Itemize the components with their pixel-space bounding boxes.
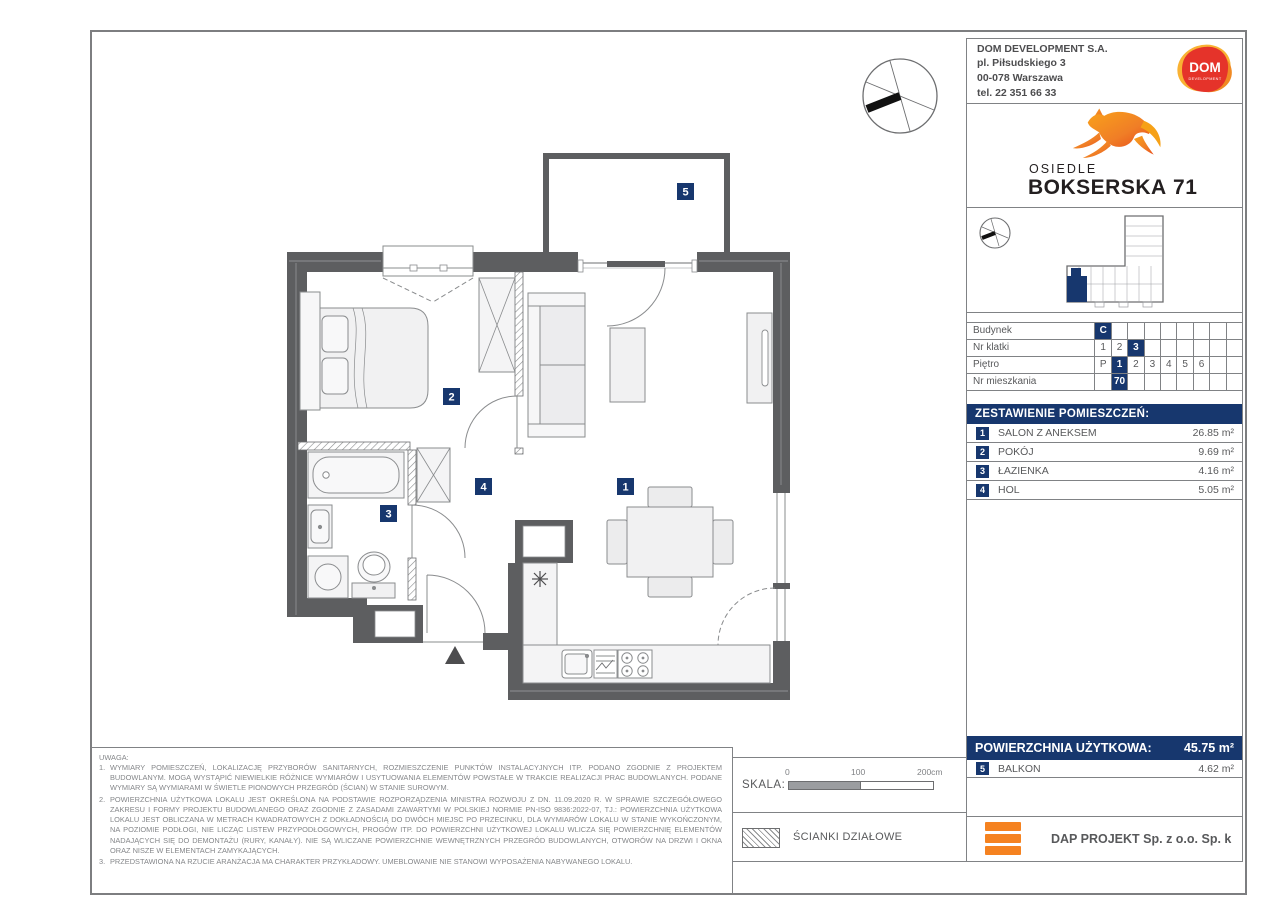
location-cell: 6 (1193, 357, 1209, 373)
total-area-bar (967, 736, 1242, 760)
badge-3: 3 (385, 508, 392, 521)
developer-box (967, 39, 1242, 104)
room-row (967, 481, 1242, 500)
shaft-window (375, 611, 415, 637)
sofa (528, 293, 585, 437)
location-row-label: Nr klatki (973, 342, 1010, 353)
location-cell (1209, 340, 1225, 356)
scale-tick-200: 200cm (917, 767, 943, 777)
developer-address (967, 42, 1174, 101)
total-area-label: POWIERZCHNIA UŻYTKOWA: (975, 741, 1152, 755)
room-area: 9.69 m² (1198, 446, 1234, 458)
salon-window-door (718, 487, 790, 647)
room-name: SALON Z ANEKSEM (998, 427, 1097, 439)
svg-text:DEVELOPMENT: DEVELOPMENT (1188, 76, 1222, 81)
scale-bar-filled (789, 782, 861, 789)
estate-name (967, 162, 1242, 200)
scale-bar-empty (861, 782, 933, 789)
floorplan-drawing (90, 30, 966, 747)
location-cell (1144, 323, 1160, 339)
bedroom-window (383, 246, 473, 302)
location-table-rows (967, 323, 1242, 391)
location-cell (1193, 323, 1209, 339)
location-cell: C (1094, 323, 1110, 339)
location-cell (1111, 323, 1127, 339)
location-cell: 2 (1127, 357, 1143, 373)
location-cell: 1 (1111, 357, 1127, 373)
room-number-badge: 4 (976, 484, 989, 497)
room-row (967, 424, 1242, 443)
location-cell (1176, 374, 1192, 390)
location-cell: 70 (1111, 374, 1127, 390)
note-item: 3. PRZEDSTAWIONA NA RZUCIE ARANŻACJA MA CHARAKTER PRZYKŁADOWY. UMEBLOWANIE NIE STANOWI WYPOSAŻENIA NABYWANEGO LOKALU. (99, 856, 633, 866)
developer-name: DOM DEVELOPMENT S.A. (977, 42, 1108, 55)
location-row-label: Nr mieszkania (973, 376, 1037, 387)
building-outline (1067, 216, 1163, 307)
location-cell (1160, 340, 1176, 356)
partition-legend-label: ŚCIANKI DZIAŁOWE (793, 831, 903, 843)
location-cell: 3 (1127, 340, 1143, 356)
badge-5: 5 (682, 186, 689, 199)
partition-hatch-swatch (742, 828, 780, 848)
location-row-1 (967, 340, 1242, 357)
location-cell (1144, 374, 1160, 390)
estate-label: OSIEDLE (1029, 162, 1098, 176)
location-cell: 5 (1176, 357, 1192, 373)
total-area-value: 45.75 m² (1183, 741, 1234, 755)
info-panel (966, 38, 1243, 862)
location-cell (1193, 374, 1209, 390)
location-cell (1226, 374, 1242, 390)
room-number-badge: 3 (976, 465, 989, 478)
legend-box (733, 812, 966, 862)
developer-street: pl. Piłsudskiego 3 (977, 57, 1066, 70)
location-row-label: Piętro (973, 359, 1000, 370)
estate-title (1028, 176, 1242, 200)
balcony-walls (543, 153, 730, 252)
washing-machine (308, 556, 348, 598)
location-cell (1127, 323, 1143, 339)
location-row-label: Budynek (973, 325, 1012, 336)
coffee-table (610, 328, 645, 402)
notes-box (91, 747, 733, 894)
balcony-row (967, 760, 1242, 778)
badge-4: 4 (480, 481, 487, 494)
location-cell (1094, 374, 1110, 390)
room-area: 4.16 m² (1198, 465, 1234, 477)
location-cell (1127, 374, 1143, 390)
balcony-area: 4.62 m² (1198, 762, 1234, 775)
location-row-3 (967, 374, 1242, 391)
room-row (967, 443, 1242, 462)
compass-icon (863, 59, 937, 133)
location-cell (1226, 357, 1242, 373)
room-number-badge: 2 (976, 446, 989, 459)
rooms-header: ZESTAWIENIE POMIESZCZEŃ: (967, 404, 1242, 424)
room-rows (967, 424, 1242, 500)
stove (618, 650, 652, 678)
wardrobes (417, 278, 515, 502)
location-cell: P (1094, 357, 1110, 373)
bed (300, 292, 428, 410)
note-item: 2. POWIERZCHNIA UŻYTKOWA LOKALU JEST OKREŚLONA NA PODSTAWIE ROZPORZĄDZENIA MINISTRA ROZWOJU Z DN. 11.09.2020 R. W SPRAWIE SZCZEGÓŁOWEGO ZAKRESU I FORMY PROJEKTU BUDOWLANEGO ORAZ ZGODNIE Z ZASADAMI ZAWARTYMI W POLSKIEJ NORMIE PN-ISO 9836:2022-07, TJ.: POWIERZCHNIA UŻYTKOWA LOKALU JEST OBLICZANA W METRACH KWADRATOWYCH Z DOKŁADNOŚCIĄ DO DWÓCH MIEJSC PO PRZECINKU, DLA WYMIARÓW LOKALU W STANIE WYKOŃCZONYM, NA POZIOMIE PODŁOGI, NIE LICZĄC LISTEW PRZYPODŁOGOWYCH, PROGÓW ITP. DO POWIERZCHNI UŻYTKOWEJ LOKALU WLICZA SIĘ POWIERZCHNIĘ ELEMENTÓW NADAJĄCYCH SIĘ DO DEMONTAŻU (RURY, KANAŁY). NIE SĄ WLICZANE POWIERZCHNIE WEWNĘTRZNYCH PRZEGRÓD BUDOWLANYCH, OTWORÓW NA DRZWI I OKNA ORAZ NISZE W ELEMENTACH ZAMYKAJĄCYCH. (99, 794, 722, 855)
location-cell: 4 (1160, 357, 1176, 373)
location-cell (1176, 323, 1192, 339)
estate-title-number: 71 (1173, 176, 1198, 199)
location-cell (1226, 323, 1242, 339)
note-item: 1. WYMIARY POMIESZCZEŃ, LOKALIZACJĘ PRZYBORÓW SANITARNYCH, ROZMIESZCZENIE PUNKTÓW INSTALACYJNYCH ITP. PODANO ZGODNIE Z PROJEKTEM BUDOWLANYM. MOGĄ WYSTĄPIĆ NIEWIELKIE RÓŻNICE WYMIARÓW I USYTUOWANIA ELEMENTÓW POWSTAŁE W TRAKCIE REALIZACJI PRAC BUDOWLANYCH. PODANE WYMIARY SĄ WYMIARAMI W ŚWIETLE PIONOWYCH PRZEGRÓD (ŚCIAN) W STANIE SUROWYM. (99, 763, 722, 793)
toilet (352, 552, 395, 598)
scale-bar (788, 781, 934, 790)
developer-phone: tel. 22 351 66 33 (977, 86, 1057, 99)
location-cell (1160, 374, 1176, 390)
badge-2: 2 (448, 391, 455, 404)
location-table-spacer (967, 313, 1242, 323)
location-table (967, 313, 1242, 391)
svg-text:DOM: DOM (1189, 59, 1221, 75)
entrance-arrow (445, 646, 465, 664)
location-cell (1209, 374, 1225, 390)
room-name: HOL (998, 484, 1020, 496)
location-row-0 (967, 323, 1242, 340)
estate-logo-box (967, 104, 1242, 208)
room-area: 26.85 m² (1192, 427, 1234, 439)
location-cell: 3 (1144, 357, 1160, 373)
room-number-badge: 1 (976, 427, 989, 440)
dining-set (607, 487, 733, 597)
room-name: ŁAZIENKA (998, 465, 1049, 477)
scale-tick-100: 100 (851, 767, 866, 777)
notes-list (99, 763, 722, 867)
scale-label: SKALA: (742, 779, 786, 791)
location-cell: 1 (1094, 340, 1110, 356)
location-cell (1209, 357, 1225, 373)
location-cell (1226, 340, 1242, 356)
developer-city: 00-078 Warszawa (977, 72, 1063, 84)
location-cell: 2 (1111, 340, 1127, 356)
location-cell (1193, 340, 1209, 356)
location-cell (1176, 340, 1192, 356)
dap-projekt-logo (985, 822, 1023, 856)
balcony-name: BALKON (998, 762, 1041, 775)
scale-tick-0: 0 (785, 767, 790, 777)
scale-box (733, 757, 966, 812)
room-area: 5.05 m² (1198, 484, 1234, 496)
washbasin (308, 505, 332, 548)
room-row (967, 462, 1242, 481)
balcony-door (578, 260, 697, 326)
location-cell (1144, 340, 1160, 356)
tv-cabinet (747, 313, 772, 403)
kitchen-sink (562, 650, 592, 678)
architect-box (967, 816, 1242, 861)
location-cell (1160, 323, 1176, 339)
dom-development-logo (1174, 41, 1234, 102)
estate-title-name: BOKSERSKA (1028, 176, 1167, 199)
dishwasher (594, 650, 617, 678)
location-cell (1209, 323, 1225, 339)
minimap-compass-icon (980, 218, 1010, 248)
bathtub (308, 452, 404, 498)
interior-doors (412, 396, 517, 633)
room-name: POKÓJ (998, 446, 1034, 458)
building-minimap-box (967, 208, 1242, 313)
architect-name: DAP PROJEKT Sp. z o.o. Sp. k (1051, 832, 1232, 846)
balcony-badge: 5 (976, 762, 989, 775)
location-row-2 (967, 357, 1242, 374)
notes-title: UWAGA: (99, 753, 129, 762)
kitchen-shaft-window (523, 526, 565, 557)
badge-1: 1 (622, 481, 629, 494)
gas-point-symbol (532, 571, 548, 587)
